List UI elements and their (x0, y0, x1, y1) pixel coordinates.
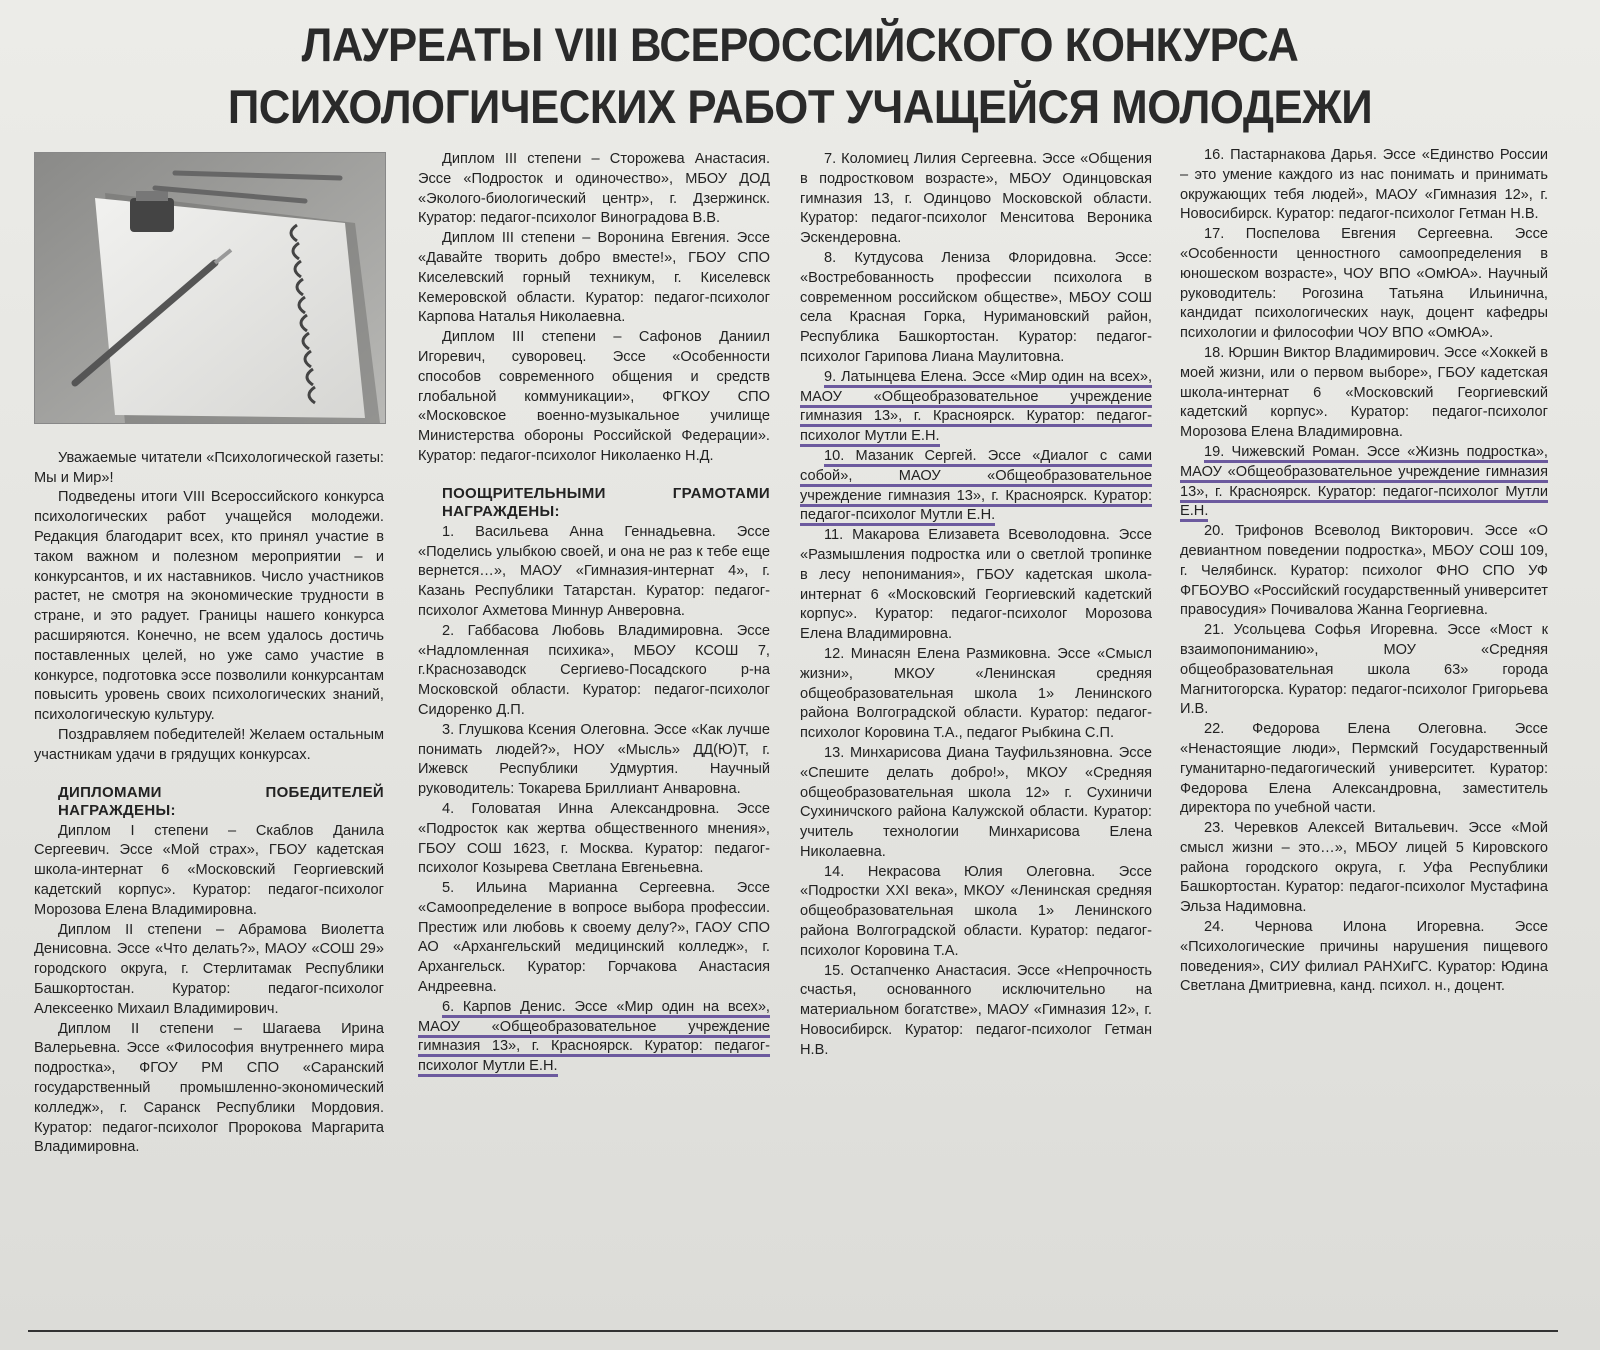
certificate-item: 7. Коломиец Лилия Сергеевна. Эссе «Общения в подростковом возрасте», МБОУ Одинцовская гимназия 13, г. Одинцово Московской области. Куратор: педагог-психолог Менситова Вероника Эскендеровна. (800, 151, 1152, 247)
certificate-item: 18. Юршин Виктор Владимирович. Эссе «Хоккей в моей жизни, или о первом выборе», ГБОУ кадетская школа-интернат 6 «Московский Георгиевский кадетский корпус». Куратор: педагог-психолог Морозова Елена Владимировна. (1180, 344, 1548, 441)
certificate-text: 6. Карпов Денис. Эссе «Мир один на всех», МАОУ «Общеобразовательное учреждение гимназия 13», г. Красноярск. Куратор: педагог-психолог Мутли Е.Н. (418, 999, 770, 1077)
certificate-item: 14. Некрасова Юлия Олеговна. Эссе «Подростки XXI века», МКОУ «Ленинская средняя общеобразовательная школа 1» Ленинского района Волгоградской области. Куратор: педагог-психолог Коровина Т.А. (800, 863, 1152, 959)
certificate-item-highlighted (418, 998, 770, 1077)
certificate-item: 3. Глушкова Ксения Олеговна. Эссе «Как лучше понимать людей?», НОУ «Мысль» ДД(Ю)Т, г. Ижевск Республики Удмуртия. Научный руководитель: Токарева Бриллиант Анваровна. (418, 721, 770, 798)
certificate-item: 5. Ильина Марианна Сергеевна. Эссе «Самоопределение в вопросе выбора профессии. Престиж или любовь к своему делу?», ГАОУ СПО АО «Архангельский медицинский колледж», г. Архангельск. Куратор: Горчакова Анастасия Андреевна. (418, 880, 770, 996)
certificate-item: 13. Минхарисова Диана Тауфильзяновна. Эссе «Спешите делать добро!», МКОУ «Средняя общеобразовательная школа 12» г. Сухиничи Сухиничского района Калужской области. Куратор: учитель технологии Минхарисова Елена Николаевна. (800, 744, 1152, 860)
headline-line-1: ЛАУРЕАТЫ VIII ВСЕРОССИЙСКОГО КОНКУРСА (301, 18, 1299, 71)
headline (56, 14, 1544, 138)
certificate-item: 17. Поспелова Евгения Сергеевна. Эссе «Особенности ценностного самоопределения в юношеском возрасте», ЧОУ ВПО «ОмЮА». Научный руководитель: Рогозина Татьяна Ильинична, кандидат психологических наук, доцент кафедры психологии и философии ЧОУ ВПО «ОмЮА». (1180, 226, 1548, 342)
diploma-item: Диплом II степени – Абрамова Виолетта Денисовна. Эссе «Что делать?», МАОУ «СОШ 29» городского округа, г. Стерлитамак Республики Башкортостан. Куратор: педагог-психолог Алексеенко Михаил Владимирович. (34, 921, 384, 1017)
headline-line-2: ПСИХОЛОГИЧЕСКИХ РАБОТ УЧАЩЕЙСЯ МОЛОДЕЖИ (227, 80, 1373, 133)
certificates-heading: ПООЩРИТЕЛЬНЫМИ ГРАМОТАМИ НАГРАЖДЕНЫ: (442, 484, 770, 520)
certificate-item: 22. Федорова Елена Олеговна. Эссе «Ненастоящие люди», Пермский Государственный гуманитарно-педагогический университет. Куратор: Федорова Елена Александровна, заместитель директора по учебной части. (1180, 721, 1548, 817)
certificate-item: 12. Минасян Елена Размиковна. Эссе «Смысл жизни», МКОУ «Ленинская средняя общеобразовательная школа 1» Ленинского района Волгоградской области. Куратор: педагог-психолог Коровина Т.А., педагог Рыбкина С.П. (800, 645, 1152, 742)
certificate-item-highlighted (800, 368, 1152, 447)
diploma-item: Диплом III степени – Сторожева Анастасия. Эссе «Подросток и одиночество», МБОУ ДОД «Эколого-биологический центр», г. Дзержинск. Куратор: педагог-психолог Виноградова В.В. (418, 151, 770, 227)
certificate-item: 11. Макарова Елизавета Всеволодовна. Эссе «Размышления подростка или о светлой тропинке в лесу непонимания», ГБОУ кадетская школа-интернат 6 «Московский Георгиевский кадетский корпус». Куратор: педагог-психолог Морозова Елена Владимировна. (800, 527, 1152, 643)
column-3 (800, 150, 1152, 1061)
diploma-item: Диплом I степени – Скаблов Данила Сергеевич. Эссе «Мой страх», ГБОУ кадетская школа-интернат 6 «Московский Георгиевский кадетский корпус». Куратор: педагог-психолог Морозова Елена Владимировна. (34, 822, 384, 918)
intro-greeting: Уважаемые читатели «Психологической газеты: Мы и Мир»! (34, 449, 384, 486)
certificate-item: 15. Остапченко Анастасия. Эссе «Непрочность счастья, основанного исключительно на материальном богатстве», МАОУ «Гимназия 12», г. Новосибирск. Куратор: педагог-психолог Гетман Н.В. (800, 962, 1152, 1058)
certificate-item: 20. Трифонов Всеволод Викторович. Эссе «О девиантном поведении подростка», МБОУ СОШ 109, г. Челябинск. Куратор: психолог ФНО СПО УФ ФГБОУВО «Российский государственный университет правосудия» Почивалова Жанна Георгиевна. (1180, 523, 1548, 619)
certificate-item: 24. Чернова Илона Игоревна. Эссе «Психологические причины нарушения пищевого поведения», СИУ филиал РАНХиГС. Куратор: Юдина Светлана Дмитриевна, канд. психол. н., доцент. (1180, 919, 1548, 995)
certificate-item: 4. Головатая Инна Александровна. Эссе «Подросток как жертва общественного мнения», ГБОУ СОШ 1623, г. Москва. Куратор: педагог-психолог Козырева Светлана Евгеньевна. (418, 800, 770, 877)
column-1 (34, 152, 384, 1158)
certificate-text: 10. Мазаник Сергей. Эссе «Диалог с сами собой», МАОУ «Общеобразовательное учреждение гимназия 13», г. Красноярск. Куратор: педагог-психолог Мутли Е.Н. (800, 448, 1152, 526)
diploma-item: Диплом II степени – Шагаева Ирина Валерьевна. Эссе «Философия внутреннего мира подростка», ФГОУ РМ СПО «Саранский государственный промышленно-экономический колледж», г. Саранск Республики Мордовия. Куратор: педагог-психолог Пророкова Маргарита Владимировна. (34, 1020, 384, 1156)
intro-congrats: Поздравляем победителей! Желаем остальным участникам удачи в грядущих конкурсах. (34, 726, 384, 763)
certificate-item-highlighted (1180, 443, 1548, 522)
certificate-item: 23. Черевков Алексей Витальевич. Эссе «Мой смысл жизни – это…», МБОУ лицей 5 Кировского района городского округа, г. Уфа Республики Башкортостан. Куратор: педагог-психолог Мустафина Эльза Надимовна. (1180, 820, 1548, 916)
certificate-item: 2. Габбасова Любовь Владимировна. Эссе «Надломленная психика», МБОУ КСОШ 7, г.Краснозаводск Сергиево-Посадского р-на Московской области. Куратор: педагог-психолог Сидоренко Д.П. (418, 622, 770, 718)
certificate-item: 8. Кутдусова Лениза Флоридовна. Эссе: «Востребованность профессии психолога в современном российском обществе», МБОУ СОШ села Красная Горка, Нуримановский район, Республика Башкортостан. Куратор: педагог-психолог Гарипова Лиана Маулитовна. (800, 249, 1152, 365)
diploma-item: Диплом III степени – Сафонов Даниил Игоревич, суворовец. Эссе «Особенности способов современного общения и средств глобальной коммуникации», ФГКОУ СПО «Московское военно-музыкальное училище Министерства обороны Российской Федерации». Куратор: педагог-психолог Николаенко Н.Д. (418, 329, 770, 464)
certificate-item: 16. Пастарнакова Дарья. Эссе «Единство России – это умение каждого из нас понимать и принимать окружающих тебя людей», МАОУ «Гимназия 12», г. Новосибирск. Куратор: педагог-психолог Гетман Н.В. (1180, 147, 1548, 223)
column-4 (1180, 146, 1548, 997)
certificate-item: 21. Усольцева Софья Игоревна. Эссе «Мост к взаимопониманию», МОУ «Средняя общеобразовательная школа 63» города Магнитогорска. Куратор: педагог-психолог Григорьева И.В. (1180, 622, 1548, 718)
certificate-text: 19. Чижевский Роман. Эссе «Жизнь подростка», МАОУ «Общеобразовательное учреждение гимназия 13», г. Красноярск. Куратор: педагог-психолог Мутли Е.Н. (1180, 444, 1548, 522)
footer-rule (28, 1330, 1558, 1332)
certificate-item-highlighted (800, 447, 1152, 526)
intro-body: Подведены итоги VIII Всероссийского конкурса психологических работ учащейся молодежи. Редакция благодарит всех, кто принял участие в таком важном и полезном мероприятии – и конкурсантов, и их наставников. Число участников растет, не смотря на экономические трудности в стране, и это радует. Границы нашего конкурса расширяются. Конечно, не всем удалось достичь поставленных целей, но уже само участие в конкурсе, подготовка эссе позволили конкурсантам повысить уровень своих психологических знаний, психологическую культуру. (34, 489, 384, 724)
diploma-item: Диплом III степени – Воронина Евгения. Эссе «Давайте творить добро вместе!», ГБОУ СПО Киселевский горный техникум, г. Киселевск Кемеровской области. Куратор: педагог-психолог Карпова Наталья Николаевна. (418, 230, 770, 326)
diplomas-heading: ДИПЛОМАМИ ПОБЕДИТЕЛЕЙ НАГРАЖДЕНЫ: (58, 783, 384, 819)
intro-text (34, 449, 384, 766)
column-2 (418, 150, 770, 1077)
certificate-text: 9. Латынцева Елена. Эссе «Мир один на всех», МАОУ «Общеобразовательное учреждение гимназия 13», г. Красноярск. Куратор: педагог-психолог Мутли Е.Н. (800, 369, 1152, 447)
notebook-pen-photo (34, 152, 386, 424)
certificate-item: 1. Васильева Анна Геннадьевна. Эссе «Поделись улыбкою своей, и она не раз к тебе еще вернется…», МАОУ «Гимназия-интернат 4», г. Казань Республики Татарстан. Куратор: педагог-психолог Ахметова Миннур Анверовна. (418, 523, 770, 619)
